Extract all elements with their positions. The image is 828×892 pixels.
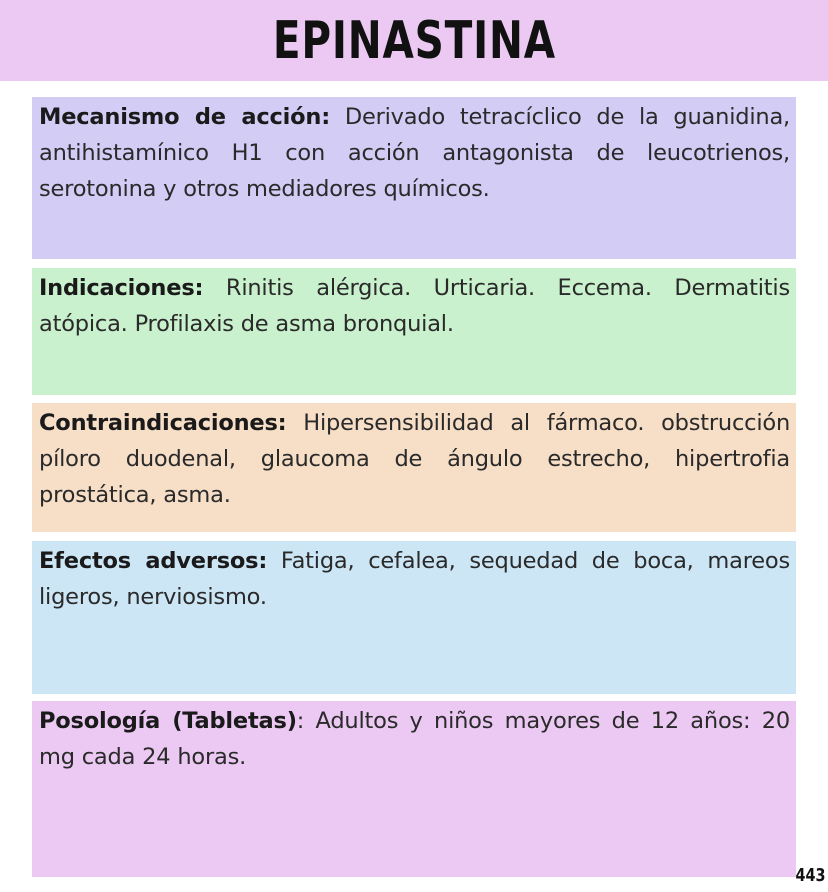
section-text: Fatiga, cefalea, sequedad de boca, mareos ligeros, nerviosismo. — [39, 548, 790, 610]
page-number: 443 — [795, 865, 826, 886]
section-label: Posología (Tabletas) — [39, 708, 297, 734]
section-label: Indicaciones: — [39, 275, 204, 301]
section-text: Hipersensibilidad al fármaco. obstrucción píloro duodenal, glaucoma de ángulo estrecho, hipertrofia prostática, asma. — [39, 410, 790, 508]
section-adverse-effects — [32, 541, 796, 694]
section-text: : Adultos y niños mayores de 12 años: 20 mg cada 24 horas. — [39, 708, 790, 770]
section-dosage — [32, 701, 796, 877]
section-text: Rinitis alérgica. Urticaria. Eccema. Dermatitis atópica. Profilaxis de asma bronquial. — [39, 275, 790, 337]
section-text: Derivado tetracíclico de la guanidina, antihistamínico H1 con acción antagonista de leucotrienos, serotonina y otros mediadores químicos. — [39, 104, 790, 202]
section-indications — [32, 268, 796, 395]
page-title: EPINASTINA — [272, 10, 556, 71]
section-label: Efectos adversos: — [39, 548, 268, 574]
section-mechanism — [32, 97, 796, 259]
title-banner — [0, 0, 828, 81]
section-label: Mecanismo de acción: — [39, 104, 330, 130]
section-contraindications — [32, 403, 796, 532]
section-label: Contraindicaciones: — [39, 410, 287, 436]
